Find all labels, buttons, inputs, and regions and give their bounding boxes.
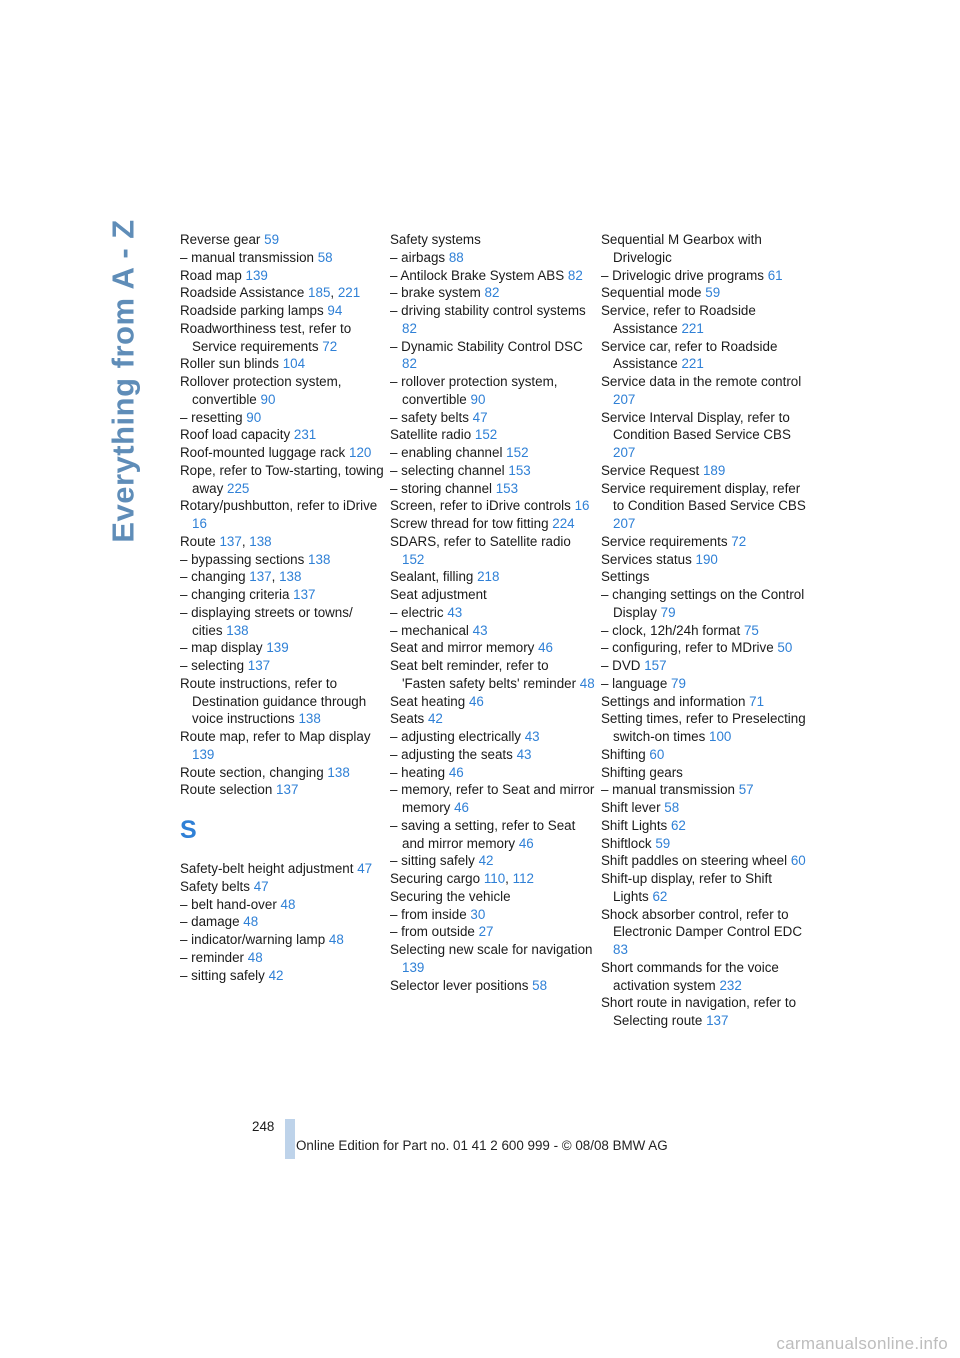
index-term: – rollover protection system, convertible	[390, 374, 558, 407]
index-entry	[390, 923, 595, 941]
page-link[interactable]: 58	[532, 977, 548, 993]
index-entry	[601, 462, 811, 480]
page-link[interactable]: 48	[280, 896, 296, 912]
index-entry	[180, 913, 385, 931]
index-entry	[601, 870, 811, 906]
page-link[interactable]: 79	[671, 675, 686, 691]
side-title	[102, 219, 146, 543]
page-link[interactable]: 139	[192, 746, 215, 762]
index-entry	[601, 675, 811, 693]
index-term: Route selection	[180, 782, 273, 798]
index-term: – from inside	[390, 906, 467, 922]
page-link[interactable]: 152	[506, 445, 529, 460]
index-entry	[180, 444, 385, 462]
index-term: – bypassing sections	[180, 551, 305, 567]
page-link[interactable]: 30	[470, 906, 486, 922]
index-entry	[180, 409, 385, 427]
index-term: – changing settings on the Control Display	[601, 587, 805, 620]
index-term: Services status	[601, 551, 692, 567]
index-column-3	[601, 231, 811, 1030]
index-column-2	[390, 231, 595, 994]
index-entry	[390, 977, 595, 995]
page-link[interactable]: 185	[308, 285, 331, 301]
index-entry	[180, 967, 385, 985]
index-entry	[601, 284, 811, 302]
index-term: – driving stability control systems	[390, 303, 586, 318]
index-term: Route instructions, refer to Destination guidance through voice instructions	[180, 675, 367, 727]
index-term: Shift-up display, refer to Shift Lights	[601, 871, 772, 904]
index-entry	[390, 657, 595, 693]
index-term: – selecting	[180, 658, 245, 673]
index-entry	[601, 533, 811, 551]
side-title-text: Everything from A - Z	[106, 219, 141, 543]
index-entry	[180, 896, 385, 914]
index-term: Settings and information	[601, 693, 746, 709]
index-term: Service car, refer to Roadside Assistance	[601, 338, 778, 372]
index-term: Service, refer to Roadside Assistance	[601, 303, 756, 336]
index-term: Screw thread for tow fitting	[390, 516, 549, 531]
index-term: – damage	[180, 914, 240, 930]
index-entry	[180, 781, 385, 799]
page-link[interactable]: 48	[328, 932, 344, 947]
index-entry	[601, 480, 811, 533]
index-term: Selecting new scale for navigation	[390, 942, 593, 957]
page-link[interactable]: 138	[308, 551, 331, 567]
index-entry	[601, 373, 811, 409]
index-entry	[601, 586, 811, 622]
index-term: Service Request	[601, 462, 700, 478]
index-entry	[390, 267, 595, 285]
page-link[interactable]: 90	[246, 409, 262, 425]
index-term: – enabling channel	[390, 445, 503, 460]
index-entry: Securing cargo 110, 112	[390, 871, 534, 886]
page-link[interactable]: 47	[472, 409, 488, 425]
index-entry	[180, 497, 385, 533]
index-entry	[390, 817, 595, 853]
index-term: Screen, refer to iDrive controls	[390, 498, 571, 514]
index-term: Road map	[180, 267, 242, 283]
index-term: Selector lever positions	[390, 977, 529, 993]
index-entry	[390, 444, 595, 462]
index-term: Route section, changing	[180, 764, 324, 780]
page-link[interactable]: 138	[279, 569, 302, 585]
index-entry	[390, 409, 595, 427]
index-entry	[601, 551, 811, 569]
index-term: Shifting	[601, 746, 646, 762]
page-link[interactable]: 42	[268, 967, 284, 983]
index-term: Sealant, filling	[390, 569, 474, 585]
page-link[interactable]: 83	[613, 942, 628, 957]
index-term: Roadside parking lamps	[180, 303, 324, 318]
footer-bar	[285, 1119, 295, 1159]
index-entry	[390, 888, 595, 906]
page-link[interactable]: 138	[249, 533, 272, 549]
index-term: – map display	[180, 640, 263, 656]
index-term: Settings	[601, 569, 650, 585]
index-term: Roof-mounted luggage rack	[180, 445, 346, 460]
index-term: Sequential M Gearbox with Drivelogic	[601, 232, 762, 265]
page-link[interactable]: 58	[664, 800, 680, 815]
index-entry	[390, 302, 595, 338]
index-entry	[180, 878, 385, 896]
page-link[interactable]: 75	[743, 622, 759, 638]
index-entry	[390, 426, 595, 444]
index-entry	[601, 338, 811, 374]
page-link[interactable]: 94	[327, 303, 343, 318]
index-term: – adjusting the seats	[390, 746, 513, 762]
index-entry	[601, 994, 811, 1030]
index-term: – memory, refer to Seat and mirror memory	[390, 782, 595, 815]
page-link[interactable]: 218	[477, 569, 500, 585]
page-link[interactable]: 137	[219, 533, 242, 549]
index-entry	[390, 906, 595, 924]
index-term: Rollover protection system, convertible	[180, 374, 342, 407]
index-term: Securing cargo	[390, 871, 481, 886]
index-entry	[390, 373, 595, 409]
page-link[interactable]: 157	[644, 658, 667, 673]
page-link[interactable]: 42	[478, 853, 494, 869]
page-link[interactable]: 46	[454, 800, 469, 815]
index-entry	[601, 267, 811, 285]
page-number: 248	[252, 1119, 275, 1134]
index-term: Securing the vehicle	[390, 888, 511, 904]
page-link[interactable]: 189	[702, 462, 726, 478]
index-term: Seat and mirror memory	[390, 640, 535, 656]
index-term: Shiftlock	[601, 835, 652, 851]
index-term: – indicator/warning lamp	[180, 932, 326, 947]
index-term: – sitting safely	[390, 853, 475, 869]
page-link[interactable]: 110	[483, 871, 506, 886]
page-link[interactable]: 48	[579, 675, 595, 691]
page-link[interactable]: 207	[613, 445, 636, 460]
page-link[interactable]: 72	[322, 338, 338, 354]
index-entry	[180, 249, 385, 267]
page-link[interactable]: 224	[552, 516, 575, 531]
index-term: Service requirements	[601, 533, 728, 549]
page-link[interactable]: 104	[282, 356, 306, 372]
page-link[interactable]: 48	[243, 914, 259, 930]
index-entry	[390, 462, 595, 480]
page-link[interactable]: 61	[767, 267, 783, 283]
index-term: – selecting channel	[390, 462, 505, 478]
index-entry	[390, 710, 595, 728]
index-term: – language	[601, 675, 668, 691]
page-link[interactable]: 137	[247, 658, 271, 673]
index-entry	[180, 231, 385, 249]
index-term: Shift Lights	[601, 817, 668, 833]
page-link[interactable]: 207	[613, 391, 636, 407]
footer-text: Online Edition for Part no. 01 41 2 600 999 - © 08/08 BMW AG	[296, 1138, 668, 1153]
index-entry	[601, 409, 811, 462]
page-link[interactable]: 79	[660, 604, 676, 620]
index-entry	[180, 931, 385, 949]
index-term: Shift paddles on steering wheel	[601, 853, 788, 869]
index-term: – DVD	[601, 658, 641, 673]
index-entry	[390, 533, 595, 569]
page-link[interactable]: 16	[574, 498, 590, 514]
page-link[interactable]: 120	[349, 445, 372, 460]
index-term: SDARS, refer to Satellite radio	[390, 533, 571, 549]
index-entry: Route 137, 138	[180, 533, 272, 549]
index-entry	[180, 860, 385, 878]
index-term: – configuring, refer to MDrive	[601, 640, 774, 656]
index-entry	[601, 817, 811, 835]
index-entry	[180, 657, 385, 675]
index-entry	[180, 320, 385, 356]
page-link[interactable]: 138	[327, 764, 350, 780]
index-term: Shift lever	[601, 800, 661, 815]
index-term: Route map, refer to Map display	[180, 729, 371, 744]
index-entry	[180, 764, 385, 782]
index-entry	[390, 622, 595, 640]
watermark: carmanualsonline.info	[776, 1334, 948, 1353]
index-entry	[390, 852, 595, 870]
page-link[interactable]: 50	[777, 640, 793, 656]
index-entry	[390, 604, 595, 622]
index-term: – Drivelogic drive programs	[601, 267, 764, 283]
index-entry	[180, 586, 385, 604]
index-term: Service data in the remote control	[601, 374, 802, 389]
index-entry	[390, 693, 595, 711]
index-entry	[180, 302, 385, 320]
index-entry	[180, 462, 385, 498]
index-entry	[390, 480, 595, 498]
index-entry	[390, 568, 595, 586]
index-term: – manual transmission	[601, 782, 735, 798]
index-term: – brake system	[390, 285, 481, 301]
page-link[interactable]: 190	[695, 551, 718, 567]
index-entry	[180, 604, 385, 640]
index-term: – Antilock Brake System ABS	[390, 267, 565, 283]
page-link[interactable]: 153	[508, 462, 531, 478]
page-link[interactable]: 59	[705, 285, 721, 301]
page-link[interactable]: 72	[731, 533, 747, 549]
page-link[interactable]: 221	[337, 285, 361, 301]
index-entry	[180, 675, 385, 728]
index-term: – adjusting electrically	[390, 729, 521, 744]
page-link[interactable]: 137	[276, 782, 299, 798]
page-link[interactable]: 58	[317, 249, 333, 265]
page-link[interactable]: 47	[357, 861, 373, 876]
index-term: – belt hand-over	[180, 896, 277, 912]
page-link[interactable]: 59	[655, 835, 671, 851]
index-term: Shifting gears	[601, 764, 683, 780]
index-entry	[390, 497, 595, 515]
page-link[interactable]: 43	[524, 729, 540, 744]
index-entry	[601, 835, 811, 853]
index-term: Safety-belt height adjustment	[180, 861, 354, 876]
page-link[interactable]: 43	[516, 746, 532, 762]
index-entry	[180, 551, 385, 569]
index-entry	[180, 373, 385, 409]
page-link[interactable]: 112	[512, 871, 534, 886]
index-term: Route	[180, 533, 216, 549]
index-entry	[601, 764, 811, 782]
page-link[interactable]: 60	[649, 746, 665, 762]
page-link[interactable]: 138	[298, 711, 321, 727]
page-link[interactable]: 90	[260, 391, 276, 407]
index-entry	[601, 959, 811, 995]
index-entry	[390, 586, 595, 604]
section-letter: S	[180, 816, 197, 844]
index-term: – clock, 12h/24h format	[601, 622, 741, 638]
page-link[interactable]: 46	[518, 835, 534, 851]
page-link[interactable]: 231	[293, 427, 317, 443]
page-link[interactable]: 46	[448, 764, 464, 780]
index-entry	[601, 622, 811, 640]
index-entry	[390, 728, 595, 746]
index-entry	[601, 693, 811, 711]
page-link[interactable]: 139	[402, 959, 425, 975]
index-entry	[390, 249, 595, 267]
index-term: Safety systems	[390, 232, 481, 247]
page-link[interactable]: 43	[472, 622, 488, 638]
index-entry	[601, 781, 811, 799]
index-term: – sitting safely	[180, 967, 265, 983]
page-link[interactable]: 221	[681, 356, 704, 372]
page-link[interactable]: 137	[706, 1013, 729, 1028]
index-term: – storing channel	[390, 480, 492, 496]
index-term: – changing criteria	[180, 587, 290, 602]
index-entry: – changing 137, 138	[180, 569, 302, 585]
index-entry	[601, 231, 811, 267]
page-link[interactable]: 232	[719, 977, 742, 993]
index-entry	[601, 639, 811, 657]
page-link[interactable]: 139	[245, 267, 268, 283]
index-entry	[601, 906, 811, 959]
page-link[interactable]: 153	[495, 480, 519, 496]
index-entry	[390, 746, 595, 764]
page-link[interactable]: 27	[478, 924, 494, 940]
index-entry: Roadside Assistance 185, 221	[180, 285, 361, 301]
index-entry	[390, 639, 595, 657]
index-entry	[390, 764, 595, 782]
index-term: Roller sun blinds	[180, 356, 279, 372]
index-term: – reminder	[180, 949, 245, 965]
index-term: Roof load capacity	[180, 427, 291, 443]
page-link[interactable]: 137	[249, 569, 272, 585]
page-link[interactable]: 100	[709, 729, 732, 744]
page-link[interactable]: 82	[484, 285, 500, 301]
index-term: Reverse gear	[180, 232, 261, 247]
page-link[interactable]: 221	[681, 320, 704, 336]
index-term: Short commands for the voice activation system	[601, 959, 779, 993]
index-term: – displaying streets or towns/ cities	[180, 604, 353, 638]
index-term: Rope, refer to Tow-starting, towing away	[180, 462, 384, 496]
page-link[interactable]: 82	[402, 320, 417, 336]
index-term: – from outside	[390, 924, 475, 940]
page-link[interactable]: 138	[226, 622, 249, 638]
index-term: Service Interval Display, refer to Condition Based Service CBS	[601, 409, 791, 443]
page-link[interactable]: 62	[652, 888, 668, 904]
index-term: Sequential mode	[601, 285, 702, 301]
page-link[interactable]: 48	[247, 949, 263, 965]
index-entry	[180, 267, 385, 285]
index-term: Roadside Assistance	[180, 285, 305, 301]
index-term: – changing	[180, 569, 246, 585]
index-term: Seat belt reminder, refer to 'Fasten safety belts' reminder	[390, 658, 577, 691]
index-entry	[180, 426, 385, 444]
index-entry	[390, 231, 595, 249]
page-link[interactable]: 60	[790, 853, 806, 869]
page-link[interactable]: 16	[192, 516, 207, 531]
page-link[interactable]: 71	[749, 693, 765, 709]
index-term: Rotary/pushbutton, refer to iDrive	[180, 498, 378, 514]
index-term: – electric	[390, 604, 444, 620]
index-entry	[390, 284, 595, 302]
page-link[interactable]: 207	[613, 516, 636, 531]
index-term: – safety belts	[390, 409, 469, 425]
index-term: Seat heating	[390, 693, 466, 709]
index-entry	[180, 949, 385, 967]
index-term: – heating	[390, 764, 446, 780]
page-link[interactable]: 225	[227, 480, 250, 496]
index-term: – manual transmission	[180, 249, 314, 265]
index-term: Shock absorber control, refer to Electronic Damper Control EDC	[601, 906, 803, 940]
index-entry	[390, 781, 595, 817]
index-term: – saving a setting, refer to Seat and mirror memory	[390, 817, 576, 851]
index-term: Service requirement display, refer to Condition Based Service CBS	[601, 480, 806, 514]
index-entry	[180, 728, 385, 764]
index-entry	[180, 355, 385, 373]
index-entry	[601, 746, 811, 764]
index-term: – airbags	[390, 249, 446, 265]
page-link[interactable]: 139	[266, 640, 289, 656]
page-link[interactable]: 90	[470, 391, 486, 407]
index-entry	[601, 710, 811, 746]
index-entry	[601, 657, 811, 675]
index-entry	[601, 852, 811, 870]
index-term: – resetting	[180, 409, 243, 425]
page-link[interactable]: 88	[448, 249, 464, 265]
page-link[interactable]: 59	[264, 232, 280, 247]
index-term: Setting times, refer to Preselecting switch-on times	[601, 711, 806, 744]
page-link[interactable]: 82	[402, 356, 417, 372]
index-column-1	[180, 231, 385, 984]
index-term: Seats	[390, 711, 425, 727]
index-entry	[390, 941, 595, 977]
page-link[interactable]: 46	[538, 640, 554, 656]
index-entry	[601, 799, 811, 817]
page-link[interactable]: 47	[253, 878, 269, 894]
index-entry	[390, 515, 595, 533]
page-link[interactable]: 43	[447, 604, 463, 620]
page-link[interactable]: 57	[738, 782, 754, 798]
page-link[interactable]: 152	[474, 427, 498, 443]
index-entry	[180, 639, 385, 657]
index-term: Roadworthiness test, refer to Service requirements	[180, 320, 352, 354]
index-term: Short route in navigation, refer to Selecting route	[601, 995, 797, 1028]
page-link[interactable]: 42	[427, 711, 443, 727]
index-entry	[601, 568, 811, 586]
index-term: – mechanical	[390, 622, 469, 638]
page-link[interactable]: 137	[293, 587, 316, 602]
index-entry	[390, 338, 595, 374]
index-term: Seat adjustment	[390, 587, 487, 602]
index-term: – Dynamic Stability Control DSC	[390, 338, 583, 354]
page-link[interactable]: 152	[402, 551, 425, 567]
index-entry	[601, 302, 811, 338]
page-link[interactable]: 46	[468, 693, 484, 709]
index-term: Satellite radio	[390, 427, 472, 443]
page-link[interactable]: 62	[670, 817, 686, 833]
index-term: Safety belts	[180, 878, 250, 894]
page-link[interactable]: 82	[567, 267, 583, 283]
